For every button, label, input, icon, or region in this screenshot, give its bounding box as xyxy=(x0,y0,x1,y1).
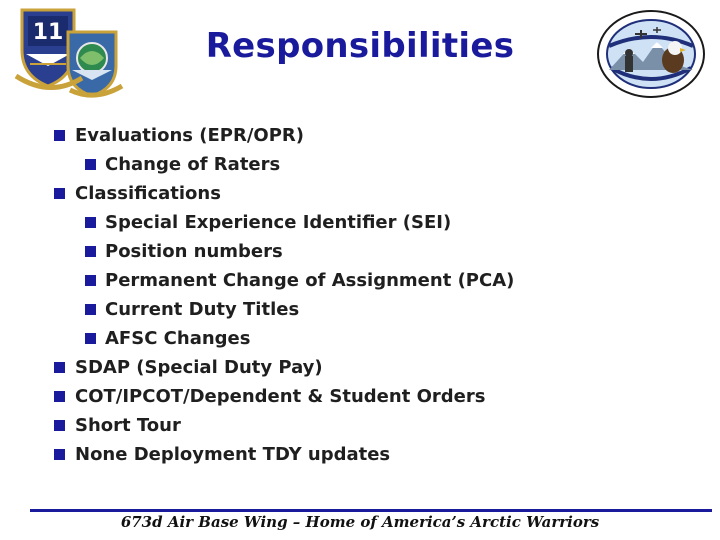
bullet-item xyxy=(0,382,720,411)
bullet-text: COT/IPCOT/Dependent & Student Orders xyxy=(75,386,486,407)
square-bullet-icon xyxy=(54,391,65,402)
footer-divider xyxy=(30,509,712,512)
bullet-text: Short Tour xyxy=(75,415,181,436)
bullet-item xyxy=(0,121,720,150)
bullet-text: Evaluations (EPR/OPR) xyxy=(75,125,304,146)
square-bullet-icon xyxy=(54,420,65,431)
bullet-item xyxy=(0,353,720,382)
square-bullet-icon xyxy=(85,159,96,170)
bullet-text: None Deployment TDY updates xyxy=(75,444,391,465)
sub-bullet-item xyxy=(0,208,720,237)
slide-title: Responsibilities xyxy=(205,26,515,66)
square-bullet-icon xyxy=(54,130,65,141)
square-bullet-icon xyxy=(54,362,65,373)
bullet-text: Special Experience Identifier (SEI) xyxy=(105,212,452,233)
bullet-text: AFSC Changes xyxy=(105,328,251,349)
square-bullet-icon xyxy=(85,217,96,228)
bullet-text: Classifications xyxy=(75,183,221,204)
bullet-item xyxy=(0,440,720,469)
square-bullet-icon xyxy=(85,246,96,257)
square-bullet-icon xyxy=(54,449,65,460)
square-bullet-icon xyxy=(54,188,65,199)
bullet-text: SDAP (Special Duty Pay) xyxy=(75,357,323,378)
square-bullet-icon xyxy=(85,275,96,286)
sub-bullet-item xyxy=(0,295,720,324)
bullet-text: Change of Raters xyxy=(105,154,281,175)
footer-tagline: 673d Air Base Wing – Home of America’s Arctic Warriors xyxy=(120,513,600,531)
badge-number: 11 xyxy=(32,20,64,45)
sub-bullet-item xyxy=(0,237,720,266)
bullet-list xyxy=(0,121,720,469)
bullet-text: Current Duty Titles xyxy=(105,299,300,320)
bullet-text: Position numbers xyxy=(105,241,283,262)
sub-bullet-item xyxy=(0,266,720,295)
square-bullet-icon xyxy=(85,333,96,344)
square-bullet-icon xyxy=(85,304,96,315)
bullet-text: Permanent Change of Assignment (PCA) xyxy=(105,270,515,291)
bullet-item xyxy=(0,411,720,440)
bullet-item xyxy=(0,179,720,208)
sub-bullet-item xyxy=(0,150,720,179)
sub-bullet-item xyxy=(0,324,720,353)
